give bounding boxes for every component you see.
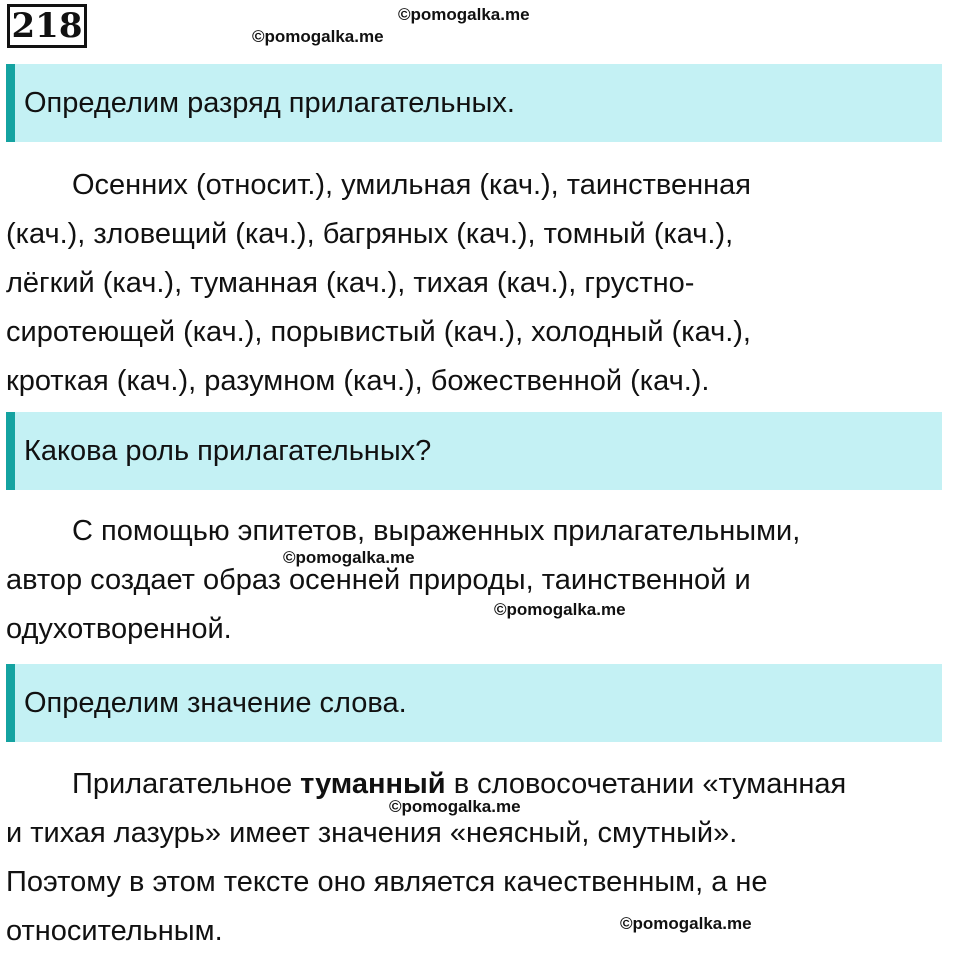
bold-term: туманный [300,768,446,800]
section-heading-1: Определим разряд прилагательных. [6,64,942,142]
section-text-3 [6,760,956,956]
text-line: автор создает образ осенней природы, таинственной и [6,564,751,596]
section-text-2 [6,507,956,654]
watermark-mid-2: ©pomogalka.me [494,600,626,619]
text-before-bold: Прилагательное [72,768,301,800]
text-line: кроткая (кач.), разумном (кач.), божественной (кач.). [6,365,710,397]
watermark-bottom-1: ©pomogalka.me [389,797,521,816]
section-heading-3: Определим значение слова. [6,664,942,742]
section-text-1 [6,161,956,406]
section-heading-2: Какова роль прилагательных? [6,412,942,490]
text-line: Осенних (относит.), умильная (кач.), таинственная [72,169,751,201]
watermark-top-2: ©pomogalka.me [252,27,384,46]
text-line: С помощью эпитетов, выраженных прилагательными, [72,515,801,547]
watermark-mid-1: ©pomogalka.me [283,548,415,567]
text-line: относительным. [6,915,223,947]
text-line: лёгкий (кач.), туманная (кач.), тихая (кач.), грустно- [6,267,695,299]
text-line: сиротеющей (кач.), порывистый (кач.), холодный (кач.), [6,316,751,348]
text-line: (кач.), зловещий (кач.), багряных (кач.), томный (кач.), [6,218,734,250]
text-line: Поэтому в этом тексте оно является качественным, а не [6,866,768,898]
text-line: и тихая лазурь» имеет значения «неясный, смутный». [6,817,738,849]
task-number: 218 [7,4,87,48]
watermark-top-1: ©pomogalka.me [398,5,530,24]
text-after-bold: в словосочетании «туманная [445,768,847,800]
watermark-bottom-2: ©pomogalka.me [620,914,752,933]
text-line: одухотворенной. [6,613,232,645]
